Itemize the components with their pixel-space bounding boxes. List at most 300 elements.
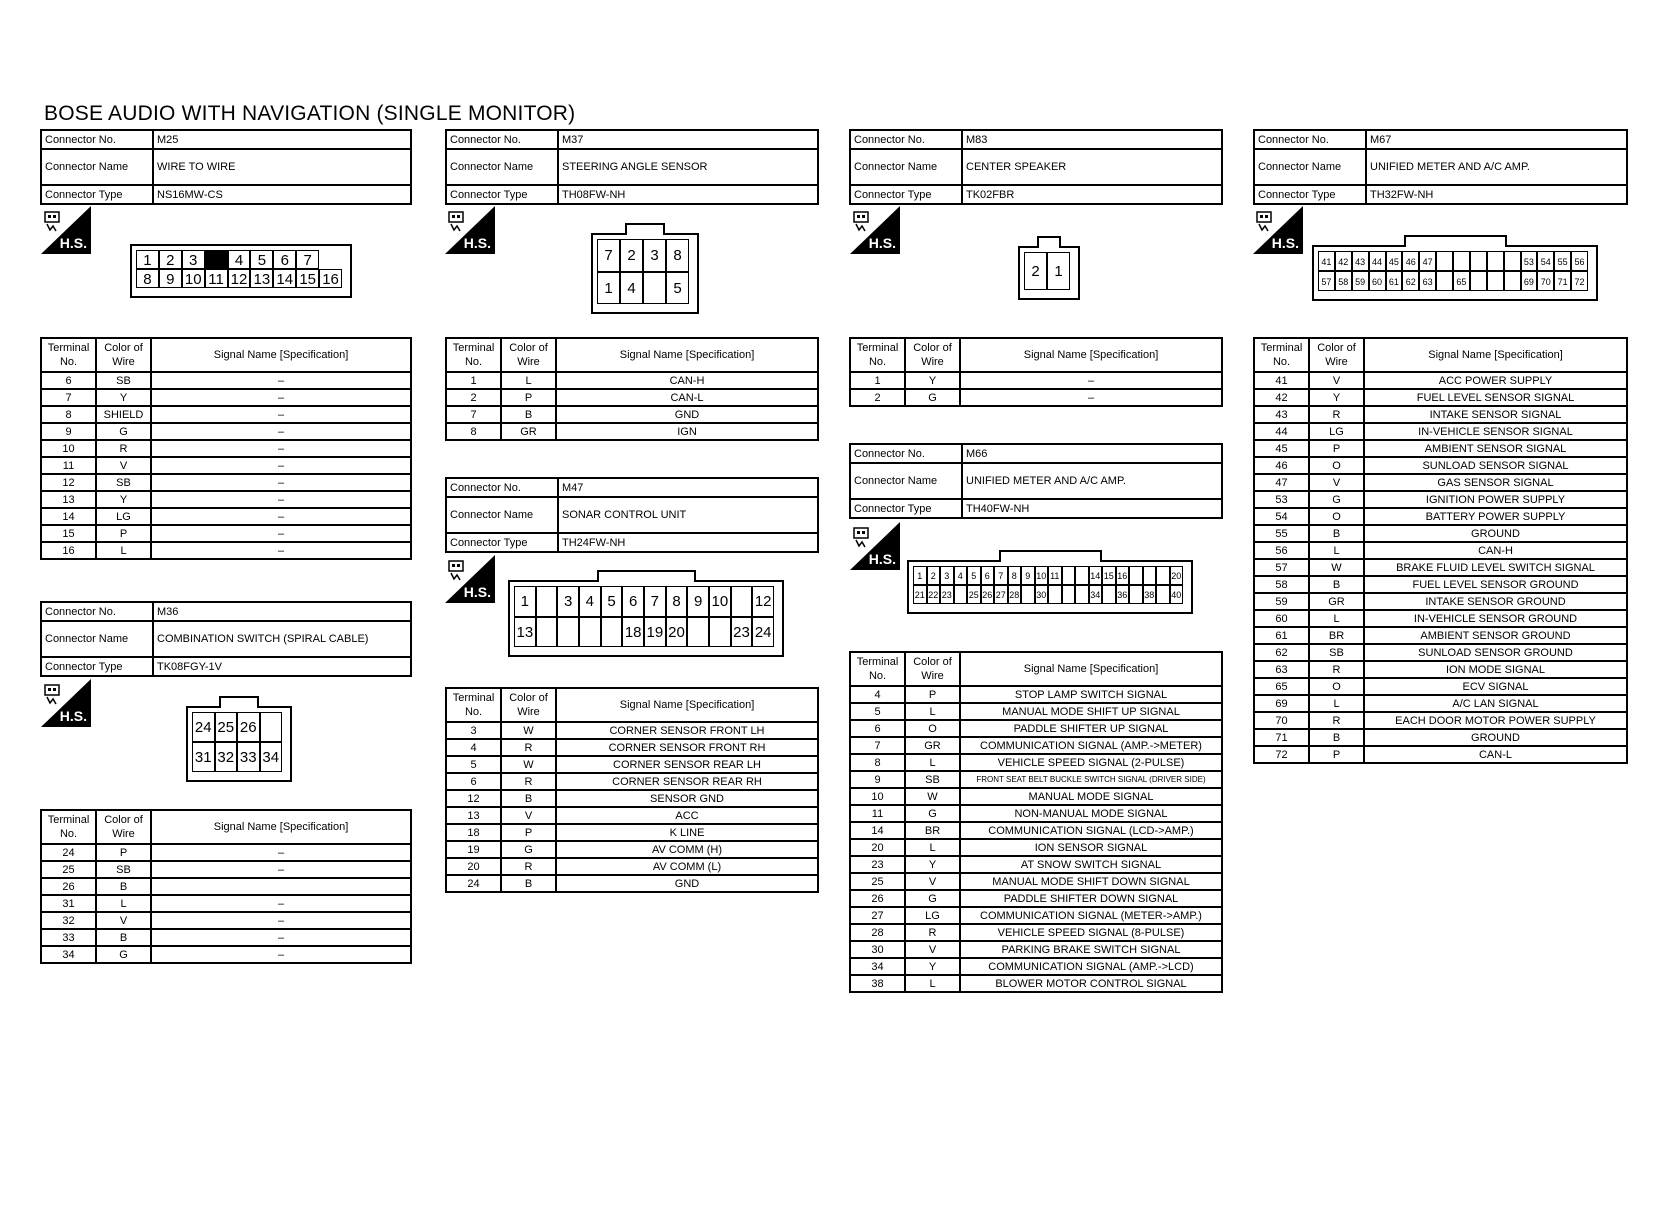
connector-pin: [1062, 585, 1076, 604]
terminal-table-m47: [445, 687, 819, 893]
connector-pin: 18: [622, 617, 644, 648]
connector-pin: 71: [1554, 271, 1571, 291]
connector-pin: [205, 250, 228, 269]
table-row: [41, 895, 411, 912]
table-row: [850, 805, 1222, 822]
wire-color: B: [501, 875, 556, 892]
table-row: [1254, 542, 1627, 559]
connector-info-table: [445, 477, 819, 553]
signal-name: FUEL LEVEL SENSOR SIGNAL: [1364, 389, 1627, 406]
connector-pin: 5: [601, 586, 623, 617]
header-signal-name: Signal Name [Specification]: [151, 810, 411, 844]
table-row: [1254, 389, 1627, 406]
connector-pin: [1156, 566, 1170, 585]
connector-pin: [1436, 271, 1453, 291]
header-signal-name: Signal Name [Specification]: [1364, 338, 1627, 372]
connector-pin: 54: [1537, 251, 1554, 271]
signal-name: IN-VEHICLE SENSOR GROUND: [1364, 610, 1627, 627]
terminal-no: 19: [446, 841, 501, 858]
connector-pin: [1048, 585, 1062, 604]
field-value: SONAR CONTROL UNIT: [558, 497, 818, 533]
terminal-no: 56: [1254, 542, 1309, 559]
connector-pin: 1: [136, 250, 159, 269]
terminal-no: 63: [1254, 661, 1309, 678]
wire-color: B: [1309, 576, 1364, 593]
connector-lock-tab: [999, 550, 1102, 562]
connector-pin: 44: [1369, 251, 1386, 271]
terminal-no: 34: [41, 946, 96, 963]
terminal-no: 7: [850, 737, 905, 754]
table-row: [1254, 559, 1627, 576]
terminal-no: 58: [1254, 576, 1309, 593]
connector-pin: [643, 272, 666, 305]
wire-color: V: [96, 912, 151, 929]
field-label: Connector Type: [446, 533, 558, 552]
table-row: [446, 722, 818, 739]
terminal-no: 6: [446, 773, 501, 790]
terminal-no: 11: [850, 805, 905, 822]
connector-pin: 72: [1571, 271, 1588, 291]
harness-side-label: H.S.: [463, 235, 491, 251]
table-row: [41, 878, 411, 895]
terminal-no: 26: [41, 878, 96, 895]
connector-info-table: [1253, 129, 1628, 205]
connector-pin: 22: [927, 585, 941, 604]
table-row: [41, 389, 411, 406]
terminal-no: 28: [850, 924, 905, 941]
signal-name: FRONT SEAT BELT BUCKLE SWITCH SIGNAL (DRIVER SIDE): [960, 771, 1222, 788]
connector-pin: 19: [644, 617, 666, 648]
connector-pin: [1487, 251, 1504, 271]
wire-color: L: [1309, 695, 1364, 712]
terminal-no: 9: [850, 771, 905, 788]
terminal-no: 43: [1254, 406, 1309, 423]
connector-pin: 28: [1008, 585, 1022, 604]
signal-name: AV COMM (H): [556, 841, 818, 858]
connector-pin: 31: [192, 742, 215, 772]
table-row: [850, 924, 1222, 941]
connector-pin: 3: [182, 250, 205, 269]
signal-name: –: [151, 525, 411, 542]
field-label: Connector No.: [850, 130, 962, 149]
field-value: TH24FW-NH: [558, 533, 818, 552]
connector-pin: 58: [1335, 271, 1352, 291]
connector-pin: 60: [1369, 271, 1386, 291]
terminal-table: [40, 337, 412, 560]
terminal-no: 62: [1254, 644, 1309, 661]
header-terminal-no: Terminal No.: [850, 338, 905, 372]
connector-pin: 3: [557, 586, 579, 617]
terminal-no: 61: [1254, 627, 1309, 644]
connector-pin: 27: [994, 585, 1008, 604]
wire-color: GR: [501, 423, 556, 440]
terminal-no: 1: [446, 372, 501, 389]
field-label: Connector Name: [850, 149, 962, 185]
terminal-no: 46: [1254, 457, 1309, 474]
terminal-no: 13: [446, 807, 501, 824]
terminal-no: 45: [1254, 440, 1309, 457]
wire-color: O: [905, 720, 960, 737]
connector-pin: [1504, 251, 1521, 271]
terminal-no: 70: [1254, 712, 1309, 729]
connector-pin: [1470, 271, 1487, 291]
connector-pin: 63: [1419, 271, 1436, 291]
header-terminal-no: Terminal No.: [1254, 338, 1309, 372]
field-label: Connector No.: [41, 602, 153, 621]
wire-color: SB: [905, 771, 960, 788]
connector-pin: 8: [136, 269, 159, 288]
field-label: Connector Name: [1254, 149, 1366, 185]
connector-pin: 12: [228, 269, 251, 288]
field-label: Connector No.: [41, 130, 153, 149]
connector-pin: 65: [1453, 271, 1470, 291]
signal-name: CAN-H: [1364, 542, 1627, 559]
connector-pin: [1062, 566, 1076, 585]
table-row: [850, 856, 1222, 873]
wire-color: Y: [96, 491, 151, 508]
wire-color: L: [501, 372, 556, 389]
connector-face-m36: [186, 706, 292, 782]
field-label: Connector Name: [446, 149, 558, 185]
signal-name: –: [151, 861, 411, 878]
field-value: M83: [962, 130, 1222, 149]
harness-side-label: H.S.: [463, 584, 491, 600]
connector-pin: 38: [1143, 585, 1157, 604]
connector-face-m67: [1312, 245, 1598, 301]
header-terminal-no: Terminal No.: [850, 652, 905, 686]
harness-side-label: H.S.: [1271, 235, 1299, 251]
connector-block-m37: [445, 129, 819, 205]
wire-color: B: [1309, 729, 1364, 746]
connector-pin: 26: [981, 585, 995, 604]
connector-pin: 69: [1521, 271, 1538, 291]
terminal-no: 15: [41, 525, 96, 542]
signal-name: CAN-L: [556, 389, 818, 406]
signal-name: –: [151, 389, 411, 406]
table-row: [41, 423, 411, 440]
table-row: [850, 975, 1222, 992]
connector-pin: 6: [622, 586, 644, 617]
wire-color: B: [501, 406, 556, 423]
connector-pin: [1075, 585, 1089, 604]
header-signal-name: Signal Name [Specification]: [556, 688, 818, 722]
signal-name: COMMUNICATION SIGNAL (AMP.->LCD): [960, 958, 1222, 975]
connector-pin: 23: [731, 617, 753, 648]
connector-info-table: [445, 129, 819, 205]
field-value: M25: [153, 130, 411, 149]
terminal-table-m66: [849, 651, 1223, 993]
terminal-no: 41: [1254, 372, 1309, 389]
connector-pin: 10: [182, 269, 205, 288]
connector-pin: 8: [666, 239, 689, 272]
connector-pin: 8: [666, 586, 688, 617]
harness-side-icon: [850, 206, 900, 254]
table-row: [850, 754, 1222, 771]
field-label: Connector Name: [41, 149, 153, 185]
table-row: [41, 491, 411, 508]
connector-pin: 8: [1008, 566, 1022, 585]
terminal-no: 5: [446, 756, 501, 773]
field-label: Connector Type: [850, 185, 962, 204]
terminal-no: 16: [41, 542, 96, 559]
wire-color: LG: [905, 907, 960, 924]
signal-name: AMBIENT SENSOR GROUND: [1364, 627, 1627, 644]
connector-pin: 25: [967, 585, 981, 604]
terminal-no: 24: [446, 875, 501, 892]
connector-pin: 57: [1318, 271, 1335, 291]
connector-pin: 14: [273, 269, 296, 288]
field-value: TK02FBR: [962, 185, 1222, 204]
wire-color: G: [905, 389, 960, 406]
connector-pin: 4: [579, 586, 601, 617]
connector-pin: 34: [260, 742, 283, 772]
table-row: [41, 946, 411, 963]
signal-name: IGN: [556, 423, 818, 440]
terminal-table: [445, 337, 819, 441]
terminal-no: 31: [41, 895, 96, 912]
signal-name: VEHICLE SPEED SIGNAL (2-PULSE): [960, 754, 1222, 771]
table-row: [850, 907, 1222, 924]
connector-pin: 30: [1035, 585, 1049, 604]
wire-color: G: [1309, 491, 1364, 508]
wire-color: GR: [1309, 593, 1364, 610]
terminal-no: 30: [850, 941, 905, 958]
table-row: [1254, 627, 1627, 644]
wire-color: B: [501, 790, 556, 807]
connector-pin: 46: [1402, 251, 1419, 271]
terminal-no: 72: [1254, 746, 1309, 763]
wire-color: W: [501, 756, 556, 773]
connector-face-m37: [591, 233, 699, 314]
wire-color: P: [96, 844, 151, 861]
connector-pin: 24: [752, 617, 774, 648]
terminal-no: 8: [41, 406, 96, 423]
signal-name: CORNER SENSOR REAR LH: [556, 756, 818, 773]
signal-name: GROUND: [1364, 525, 1627, 542]
field-value: TH08FW-NH: [558, 185, 818, 204]
signal-name: –: [960, 372, 1222, 389]
signal-name: STOP LAMP SWITCH SIGNAL: [960, 686, 1222, 703]
connector-pin: [601, 617, 623, 648]
connector-pin: [1436, 251, 1453, 271]
wire-color: P: [1309, 440, 1364, 457]
signal-name: EACH DOOR MOTOR POWER SUPPLY: [1364, 712, 1627, 729]
table-row: [1254, 610, 1627, 627]
connector-face-m25: [130, 244, 352, 298]
terminal-no: 4: [850, 686, 905, 703]
connector-pin: 2: [927, 566, 941, 585]
header-terminal-no: Terminal No.: [41, 338, 96, 372]
wire-color: L: [905, 975, 960, 992]
table-row: [850, 941, 1222, 958]
signal-name: BLOWER MOTOR CONTROL SIGNAL: [960, 975, 1222, 992]
signal-name: MANUAL MODE SHIFT UP SIGNAL: [960, 703, 1222, 720]
wire-color: BR: [1309, 627, 1364, 644]
terminal-no: 47: [1254, 474, 1309, 491]
terminal-table: [849, 337, 1223, 407]
table-row: [1254, 474, 1627, 491]
signal-name: BRAKE FLUID LEVEL SWITCH SIGNAL: [1364, 559, 1627, 576]
signal-name: –: [151, 423, 411, 440]
connector-info-table: [849, 129, 1223, 205]
wire-color: R: [1309, 661, 1364, 678]
terminal-table-m36: [40, 809, 412, 964]
connector-pin: [1156, 585, 1170, 604]
signal-name: –: [960, 389, 1222, 406]
connector-pin: 13: [514, 617, 536, 648]
connector-pin: 11: [1048, 566, 1062, 585]
wire-color: B: [1309, 525, 1364, 542]
field-label: Connector Type: [41, 657, 153, 676]
field-value: M36: [153, 602, 411, 621]
wire-color: G: [905, 890, 960, 907]
connector-pin: 34: [1089, 585, 1103, 604]
table-row: [850, 788, 1222, 805]
terminal-no: 9: [41, 423, 96, 440]
table-row: [41, 457, 411, 474]
terminal-no: 10: [41, 440, 96, 457]
signal-name: –: [151, 491, 411, 508]
wire-color: L: [905, 754, 960, 771]
table-row: [1254, 695, 1627, 712]
table-row: [41, 440, 411, 457]
connector-pin: 25: [215, 712, 238, 742]
connector-pin: 2: [620, 239, 643, 272]
signal-name: CORNER SENSOR FRONT LH: [556, 722, 818, 739]
signal-name: –: [151, 372, 411, 389]
connector-pin: 3: [940, 566, 954, 585]
field-value: M37: [558, 130, 818, 149]
connector-lock-tab: [1404, 235, 1507, 247]
wire-color: Y: [905, 856, 960, 873]
signal-name: CAN-L: [1364, 746, 1627, 763]
table-row: [1254, 491, 1627, 508]
harness-side-icon: [850, 522, 900, 570]
connector-pin: 32: [215, 742, 238, 772]
field-label: Connector No.: [446, 478, 558, 497]
connector-pin: [557, 617, 579, 648]
terminal-no: 25: [850, 873, 905, 890]
terminal-no: 42: [1254, 389, 1309, 406]
field-label: Connector Name: [850, 463, 962, 499]
signal-name: ECV SIGNAL: [1364, 678, 1627, 695]
signal-name: IN-VEHICLE SENSOR SIGNAL: [1364, 423, 1627, 440]
connector-block-m25: [40, 129, 412, 205]
table-row: [1254, 525, 1627, 542]
connector-pin: 61: [1386, 271, 1403, 291]
signal-name: PADDLE SHIFTER UP SIGNAL: [960, 720, 1222, 737]
connector-pin: 2: [159, 250, 182, 269]
terminal-no: 34: [850, 958, 905, 975]
harness-side-label: H.S.: [59, 708, 87, 724]
harness-side-icon: [445, 555, 495, 603]
terminal-no: 23: [850, 856, 905, 873]
terminal-no: 20: [850, 839, 905, 856]
terminal-no: 3: [446, 722, 501, 739]
header-signal-name: Signal Name [Specification]: [960, 338, 1222, 372]
connector-pin: [1504, 271, 1521, 291]
wire-color: SB: [96, 861, 151, 878]
connector-pin: 1: [913, 566, 927, 585]
signal-name: –: [151, 946, 411, 963]
connector-pin: 9: [159, 269, 182, 288]
field-value: CENTER SPEAKER: [962, 149, 1222, 185]
wire-color: R: [905, 924, 960, 941]
signal-name: CORNER SENSOR REAR RH: [556, 773, 818, 790]
harness-side-label: H.S.: [59, 235, 87, 251]
header-signal-name: Signal Name [Specification]: [960, 652, 1222, 686]
table-row: [850, 839, 1222, 856]
wire-color: L: [905, 839, 960, 856]
wire-color: G: [501, 841, 556, 858]
table-row: [1254, 746, 1627, 763]
wire-color: O: [1309, 457, 1364, 474]
header-terminal-no: Terminal No.: [446, 338, 501, 372]
signal-name: ION SENSOR SIGNAL: [960, 839, 1222, 856]
terminal-no: 69: [1254, 695, 1309, 712]
wire-color: R: [501, 773, 556, 790]
connector-block-m67: [1253, 129, 1628, 205]
table-row: [1254, 508, 1627, 525]
wire-color: G: [96, 946, 151, 963]
table-row: [1254, 372, 1627, 389]
signal-name: CORNER SENSOR FRONT RH: [556, 739, 818, 756]
table-row: [41, 508, 411, 525]
field-value: TK08FGY-1V: [153, 657, 411, 676]
signal-name: –: [151, 508, 411, 525]
connector-pin: 5: [250, 250, 273, 269]
connector-pin: 40: [1170, 585, 1184, 604]
field-value: M47: [558, 478, 818, 497]
signal-name: ION MODE SIGNAL: [1364, 661, 1627, 678]
connector-pin: 36: [1116, 585, 1130, 604]
signal-name: ACC: [556, 807, 818, 824]
wire-color: R: [501, 858, 556, 875]
wire-color: P: [501, 824, 556, 841]
wire-color: P: [905, 686, 960, 703]
header-signal-name: Signal Name [Specification]: [556, 338, 818, 372]
table-row: [1254, 729, 1627, 746]
wire-color: Y: [905, 958, 960, 975]
field-value: UNIFIED METER AND A/C AMP.: [962, 463, 1222, 499]
connector-pin: 7: [994, 566, 1008, 585]
signal-name: AT SNOW SWITCH SIGNAL: [960, 856, 1222, 873]
terminal-no: 53: [1254, 491, 1309, 508]
table-row: [446, 875, 818, 892]
connector-lock-tab: [219, 696, 259, 708]
connector-pin: 70: [1537, 271, 1554, 291]
table-row: [446, 841, 818, 858]
terminal-no: 57: [1254, 559, 1309, 576]
wire-color: BR: [905, 822, 960, 839]
table-row: [1254, 457, 1627, 474]
signal-name: AV COMM (L): [556, 858, 818, 875]
table-row: [1254, 644, 1627, 661]
table-row: [850, 372, 1222, 389]
terminal-table: [849, 651, 1223, 993]
table-row: [850, 890, 1222, 907]
signal-name: –: [151, 895, 411, 912]
terminal-no: 27: [850, 907, 905, 924]
terminal-no: 12: [446, 790, 501, 807]
connector-pin: 6: [981, 566, 995, 585]
terminal-no: 14: [850, 822, 905, 839]
terminal-no: 13: [41, 491, 96, 508]
connector-lock-tab: [1037, 236, 1061, 248]
signal-name: VEHICLE SPEED SIGNAL (8-PULSE): [960, 924, 1222, 941]
connector-pin: 4: [228, 250, 251, 269]
table-row: [1254, 712, 1627, 729]
